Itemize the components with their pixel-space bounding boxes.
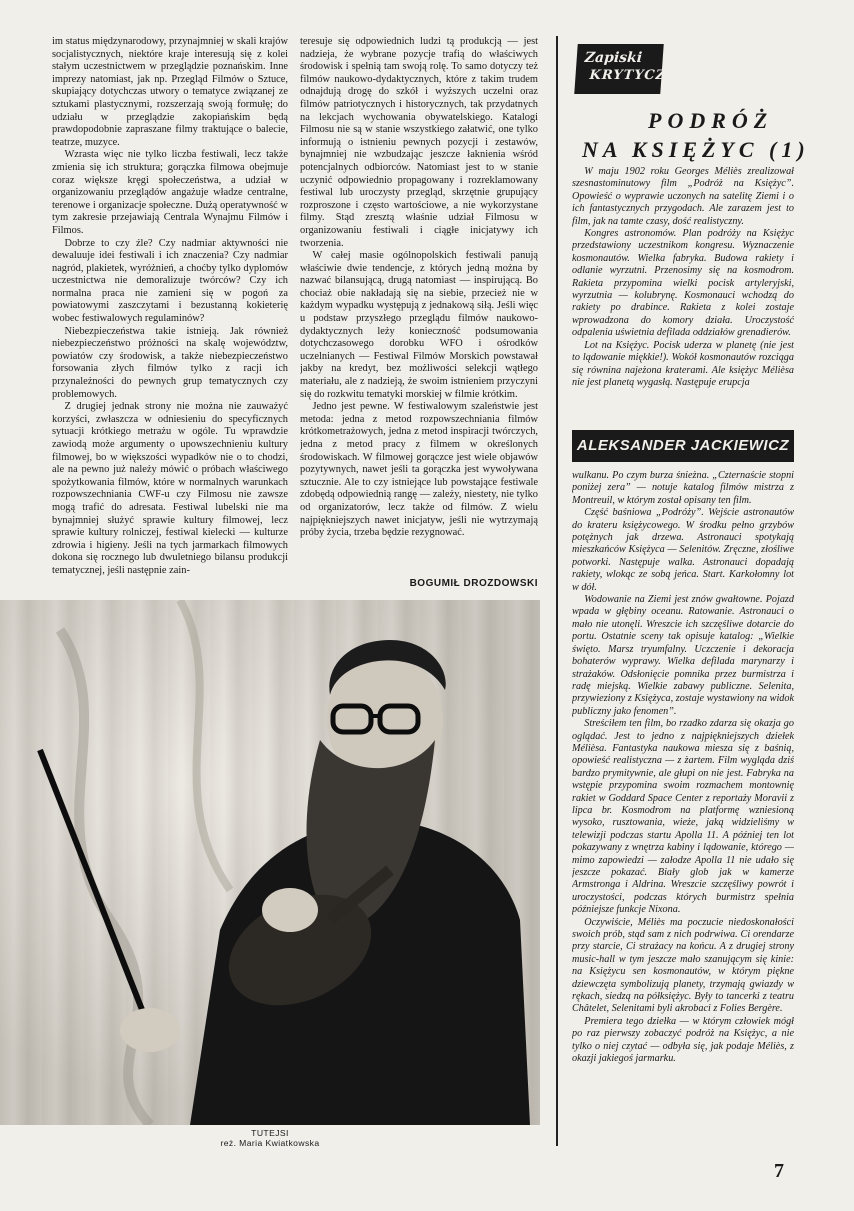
paragraph: Streściłem ten film, bo rzadko zdarza się okazja go oglądać. Jest to jedno z najpiękniejszych dziełek Mélièsa. Fantastyka naukowa miesza się z baśnią, opowieść realistyczna — z żartem. Film wygląda dziś bardzo prymitywnie, ale głupi on nie jest. Fabryka na wstępie przypomina swoim rozmachem montownię rakiet w Goddard Space Center z reportaży Moravii z lipca br. Kosmodrom na platformę wzniesioną wysoko, rusztowania, wieże, jaką widzieliśmy w telewizji podczas startu Apolla 11. A później ten lot pokazywany z wnętrza kabiny i lądowanie, którego — mimo zapowiedzi — załodze Apolla 11 nie udało się jeszcze pokazać. Biały glob jak w kamerze Armstronga i Aldrina. Wreszcie szczęśliwy powrót i uroczystości, podczas których burmistrz spełnia późniejsze funkcje Nixona. bbox=[572, 718, 794, 916]
author-signature: BOGUMIŁ DROZDOWSKI bbox=[409, 578, 538, 589]
column-badge-logo bbox=[574, 44, 691, 94]
page-number: 7 bbox=[774, 1160, 784, 1182]
film-still-photo bbox=[0, 600, 540, 1125]
article-title-line-2: NA KSIĘŻYC (1) bbox=[582, 137, 810, 162]
caption-title: TUTEJSI bbox=[251, 1128, 289, 1138]
paragraph: Oczywiście, Méliès ma poczucie niedoskonałości swoich prób, stąd sam z nich podrwiwa. Ci orendarze przy starcie, Ci strażacy na końcu. A z drugiej strony music-hall w tym jeszcze mało szanującym się kinie: na Księżycu sen kosmonautów, w którym piękne dziewczęta symbolizują planety, trzymają gwiazdy w rękach, siedzą na półksiężyc. Były to tancerki z teatru Châtelet, Selenitami byli akrobaci z Folies Bergère. bbox=[572, 916, 794, 1015]
paragraph: Dobrze to czy źle? Czy nadmiar aktywności nie dewaluuje idei festiwali i ich znaczenia? Czy nadmiar nagród, plakietek, wyróżnień, a choćby tylko dyplomów uczestnictwa nie demoralizuje twórców? Czy ich normalna praca nie zamieni się w pogoń za powiatowymi zaszczytami i bezustanną kokieterię wobec festiwalowych regulaminów? bbox=[52, 237, 288, 325]
review-body bbox=[572, 470, 794, 1190]
badge-line-1: Zapiski bbox=[584, 50, 643, 66]
paragraph: teresuje się odpowiednich ludzi tą produkcją — jest nadzieja, że wybrane pozycje trafią do właściwych środowisk i spełnią tam swoją rolę. To samo dotyczy też filmów naukowo-dydaktycznych, które z takim trudem odnajdują drogę do szkół i wyższych uczelni oraz filmów patriotycznych i historycznych, tak przydatnych na lekcjach wychowania obywatelskiego. Katalogi Filmosu nie są w stanie wszystkiego załatwić, one tylko informują o istnieniu pewnych pozycji i zestawów, bynajmniej nie wzbudzając jeszcze łaknienia wśród potencjalnych odbiorców. Natomiast jest to w stanie uczynić odpowiednio propagowany i rozreklamowany festiwal lub uroczysty przegląd, skrzętnie grupujący rozproszone i często wartościowe, a nie wykorzystane filmy. Stąd zresztą właśnie udział Filmosu w organizowaniu festiwali i ciągłe inicjatywy ich tworzenia. bbox=[300, 36, 538, 249]
paragraph: im status międzynarodowy, przynajmniej w skali krajów socjalistycznych, niektóre kraje interesują się z kolei stałym uczestnictwem w przeglądzie poznańskim. Inne imprezy natomiast, jak np. Przegląd Filmów o Sztuce, skupiający dotychczas utwory o tematyce związanej ze sztukami plastycznymi, rozszerzają swoją formułę; do udziału w przeglądzie zakopiańskim będą prawdopodobnie zapraszane filmy traktujące o balecie, teatrze, muzyce. bbox=[52, 36, 288, 148]
paragraph: Jedno jest pewne. W festiwalowym szaleństwie jest metoda: jedna z metod rozpowszechniania filmów krótkometrażowych, jedna z metod inspiracji twórczych, jedna z metod pracy z filmem w określonych środowiskach. W filmowej gorączce jest wiele objawów pozytywnych, nawet jeśli ta gorączka jest wywoływana sztucznie. Ale to czy istniejące lub powstające festiwale zdobędą odpowiednią rangę — zależy, niestety, nie tylko od organizatorów, lecz także od filmów. Z wielu najpiękniejszych nawet inicjatyw, jeśli nie wytrzymają próby życia, trzeba będzie rezygnować. bbox=[300, 401, 538, 539]
paragraph: Lot na Księżyc. Pocisk uderza w planetę (nie jest to lądowanie miękkie!). Wokół kosmonautów rozciąga się równina najeżona kraterami. Ale księżyc Mélièsa nie jest planetą wygasłą. Następuje erupcja bbox=[572, 339, 794, 388]
caption-credit: reż. Maria Kwiatkowska bbox=[220, 1138, 320, 1148]
paragraph: wulkanu. Po czym burza śnieżna. „Czternaście stopni poniżej zera” — notuje katalog filmów mistrza z Montreuil, w którym został opisany ten film. bbox=[572, 470, 794, 506]
article-column-left bbox=[52, 36, 288, 596]
article-column-middle bbox=[300, 36, 538, 576]
paragraph: Wodowanie na Ziemi jest znów gwałtowne. Pojazd wpada w głębiny oceanu. Ratowanie. Astronauci o mało nie utonęli. Wreszcie ich szczęśliwe dotarcie do portu. Ostatnie sceny tak opisuje katalog: „Wielkie święto. Marsz tryumfalny. Uczczenie i dekoracja bohaterów wyprawy. Wielka defilada marynarzy i strażaków. Odsłonięcie pomnika przez burmistrza i radę miejską. Wielkie zabawy publiczne. Selenita, przywieziony z Księżyca, zostaje wystawiony na widok publiczny jako fenomen”. bbox=[572, 594, 794, 717]
violinist-illustration bbox=[0, 600, 540, 1125]
author-banner: ALEKSANDER JACKIEWICZ bbox=[572, 430, 794, 462]
article-title-line-1: PODRÓŻ bbox=[648, 108, 774, 133]
review-intro bbox=[572, 166, 794, 416]
paragraph: Część baśniowa „Podróży”. Wejście astronautów do krateru księżycowego. W środku pełno grzybów potężnych jak drzewa. Astronauci spotykają mieszkańców Księżyca — Selenitów. Zręczne, złośliwe potworki. Następuje walka. Astronauci dopadają rakiety, wlokąc ze sobą jeńca. Start. Karkołomny lot w dół. bbox=[572, 507, 794, 593]
photo-caption bbox=[0, 1128, 540, 1148]
paragraph: Kongres astronomów. Plan podróży na Księżyc przedstawiony uczestnikom kongresu. Wyznaczenie kosmonautów. Wielka fabryka. Budowa rakiety i odlanie wyrzutni. Przenosimy się na kosmodrom. Rakieta przypomina wielki pocisk artyleryjski, wyrzutnia — kolubrynę. Kosmonauci wchodzą do rakiety po drabince. Rakieta z kolei zostaje wprowadzona do komory działa. Uroczystość odpalenia uświetnia defilada oddziałów grenadierów. bbox=[572, 228, 794, 339]
column-divider bbox=[556, 36, 558, 1146]
paragraph: W maju 1902 roku Georges Méliès zrealizował szesnastominutowy film „Podróż na Księżyc”. Opowieść o wyprawie uczonych na satelitę Ziemi i o ich fantastycznych przygodach. Ale zarazem jest to film, jak na tamte czasy, dość realistyczny. bbox=[572, 166, 794, 227]
paragraph: Wzrasta więc nie tylko liczba festiwali, lecz także zmienia się ich struktura; gorączka filmowa obejmuje coraz większe kręgi społeczeństwa, a udział w organizowaniu przeglądów angażuje władze centralne, terenowe i organizacje społeczne. Dużą operatywność w tym zakresie przejawiają Centrala Wynajmu Filmów i Filmos. bbox=[52, 149, 288, 236]
badge-line-2: KRYTYCZNE bbox=[589, 68, 691, 83]
paragraph: W całej masie ogólnopolskich festiwali panują właściwie dwie tendencje, z których jedną można by nazwać bilansującą, drugą natomiast — inspirującą. Bo chociaż obie nakładają się na siebie, przecież nie w każdym wypadku występują z jednakową siłą. Jeśli więc u podstaw przyszłego przeglądu filmów naukowo-dydaktycznych leży konieczność podsumowania dotychczasowego dorobku WFO i ośrodków uczelnianych — Festiwal Filmów Morskich powstawał jakby na kredyt, bez możliwości selekcji wątłego materiału, ale z nadzieją, że swoim istnieniem przyczyni się do rozkwitu tematyki morskiej w filmie krótkim. bbox=[300, 250, 538, 400]
paragraph: Niebezpieczeństwa takie istnieją. Jak również niebezpieczeństwo próżności na skalę województw, powiatów czy środowisk, a także niebezpieczeństwo forsowania złych filmów tylko z racji ich przynależności do pewnych grup tematycznych czy problemowych. bbox=[52, 325, 288, 400]
paragraph: Z drugiej jednak strony nie można nie zauważyć korzyści, zwłaszcza w odniesieniu do specyficznych sytuacji krótkiego metrażu w ogóle. Tu wprawdzie zawiodą może argumenty o upowszechnieniu kultury filmowej, bo w większości wypadków nie o to chodzi, ale na pewno już należy mówić o próbach właściwego spożytkowania filmów, które w normalnych warunkach rozpowszechniania CWF-u czy Filmosu nie zawsze mogą trafić do adresata. Festiwal lubelski nie ma bynajmniej służyć sprawie kultury filmowej, lecz sprawie kultury rolniczej, festiwal kielecki — kulturze zdrowia i higieny. Jeśli na tych jarmarkach filmowych dokona się rocznego lub dwuletniego bilansu produkcji tematycznej, jeśli następnie zain- bbox=[52, 401, 288, 576]
paragraph: Premiera tego dziełka — w którym człowiek mógł po raz pierwszy zobaczyć podróż na Księżyc, a nie tylko o niej czytać — odbyła się, jak podaje Méliès, z okazji jakiegoś jarmarku. bbox=[572, 1015, 794, 1065]
